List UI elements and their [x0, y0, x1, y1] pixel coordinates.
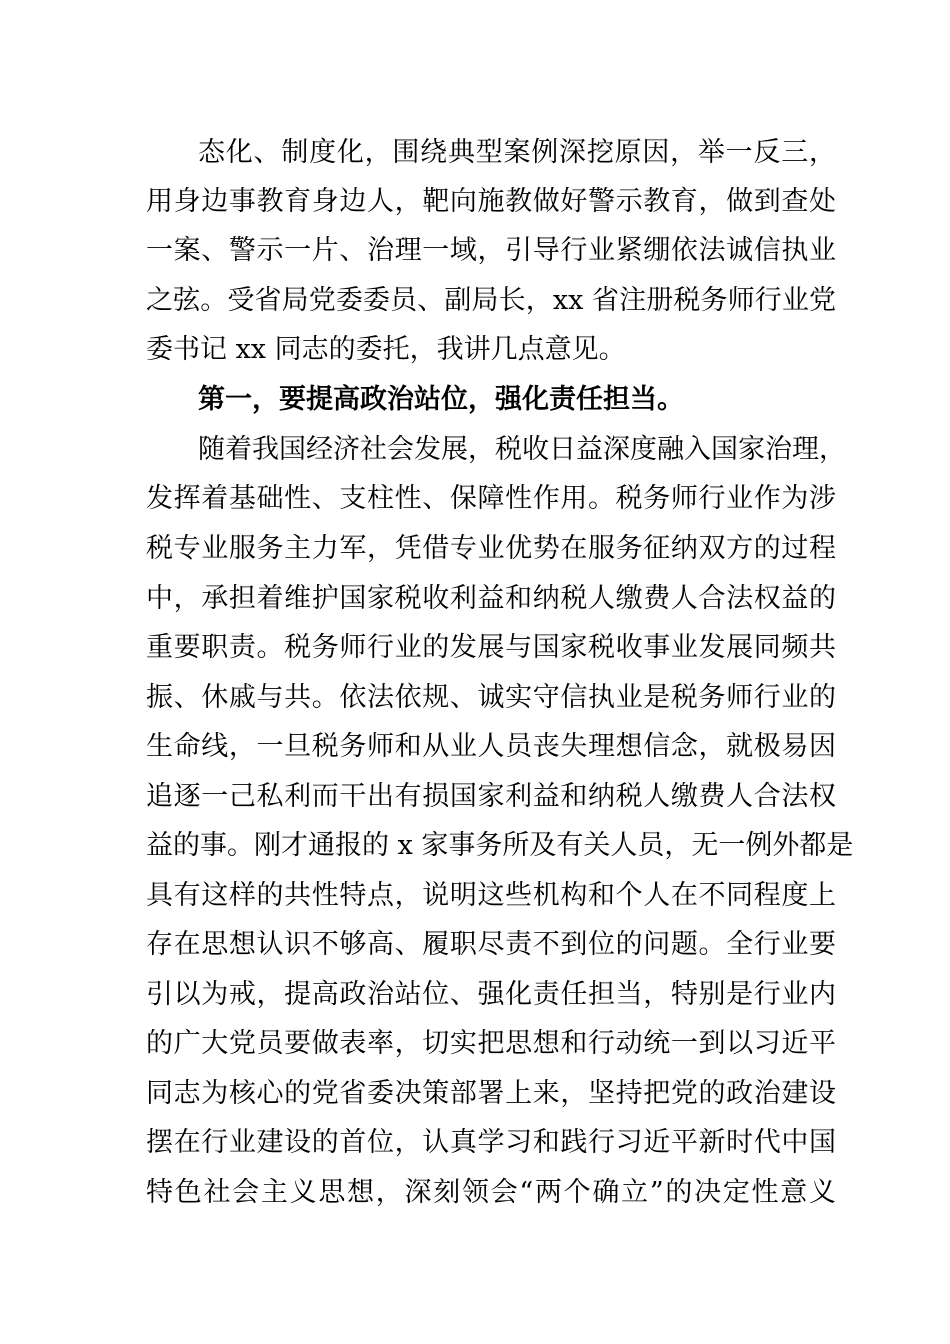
text-line: 重要职责。税务师行业的发展与国家税收事业发展同频共 — [146, 632, 836, 663]
text-line: 发挥着基础性、支柱性、保障性作用。税务师行业作为涉 — [146, 483, 836, 514]
text-line: 一案、警示一片、治理一域，引导行业紧绷依法诚信执业 — [146, 235, 836, 266]
text-line: 之弦。受省局党委委员、副局长，xx 省注册税务师行业党 — [146, 285, 836, 316]
text-line: 振、休戚与共。依法依规、诚实守信执业是税务师行业的 — [146, 682, 836, 713]
text-line: 益的事。刚才通报的 x 家事务所及有关人员，无一例外都是 — [146, 830, 854, 861]
text-line: 特色社会主义思想，深刻领会“两个确立”的决定性意义 — [146, 1177, 836, 1208]
text-line: 存在思想认识不够高、履职尽责不到位的问题。全行业要 — [146, 929, 836, 960]
text-line: 用身边事教育身边人，靶向施教做好警示教育，做到查处 — [146, 186, 836, 217]
text-line: 税专业服务主力军，凭借专业优势在服务征纳双方的过程 — [146, 533, 836, 564]
text-line: 委书记 xx 同志的委托，我讲几点意见。 — [146, 334, 626, 365]
text-line: 随着我国经济社会发展，税收日益深度融入国家治理， — [198, 434, 846, 465]
text-line: 态化、制度化，围绕典型案例深挖原因，举一反三， — [198, 137, 836, 168]
text-line: 引以为戒，提高政治站位、强化责任担当，特别是行业内 — [146, 979, 836, 1010]
text-line: 追逐一己私利而干出有损国家利益和纳税人缴费人合法权 — [146, 781, 836, 812]
text-line: 同志为核心的党省委决策部署上来，坚持把党的政治建设 — [146, 1078, 836, 1109]
text-line: 具有这样的共性特点，说明这些机构和个人在不同程度上 — [146, 880, 836, 911]
text-line: 摆在行业建设的首位，认真学习和践行习近平新时代中国 — [146, 1127, 836, 1158]
text-line: 中，承担着维护国家税收利益和纳税人缴费人合法权益的 — [146, 583, 836, 614]
text-line: 的广大党员要做表率，切实把思想和行动统一到以习近平 — [146, 1028, 836, 1059]
section-heading: 第一，要提高政治站位，强化责任担当。 — [198, 384, 684, 415]
text-line: 生命线，一旦税务师和从业人员丧失理想信念，就极易因 — [146, 731, 836, 762]
